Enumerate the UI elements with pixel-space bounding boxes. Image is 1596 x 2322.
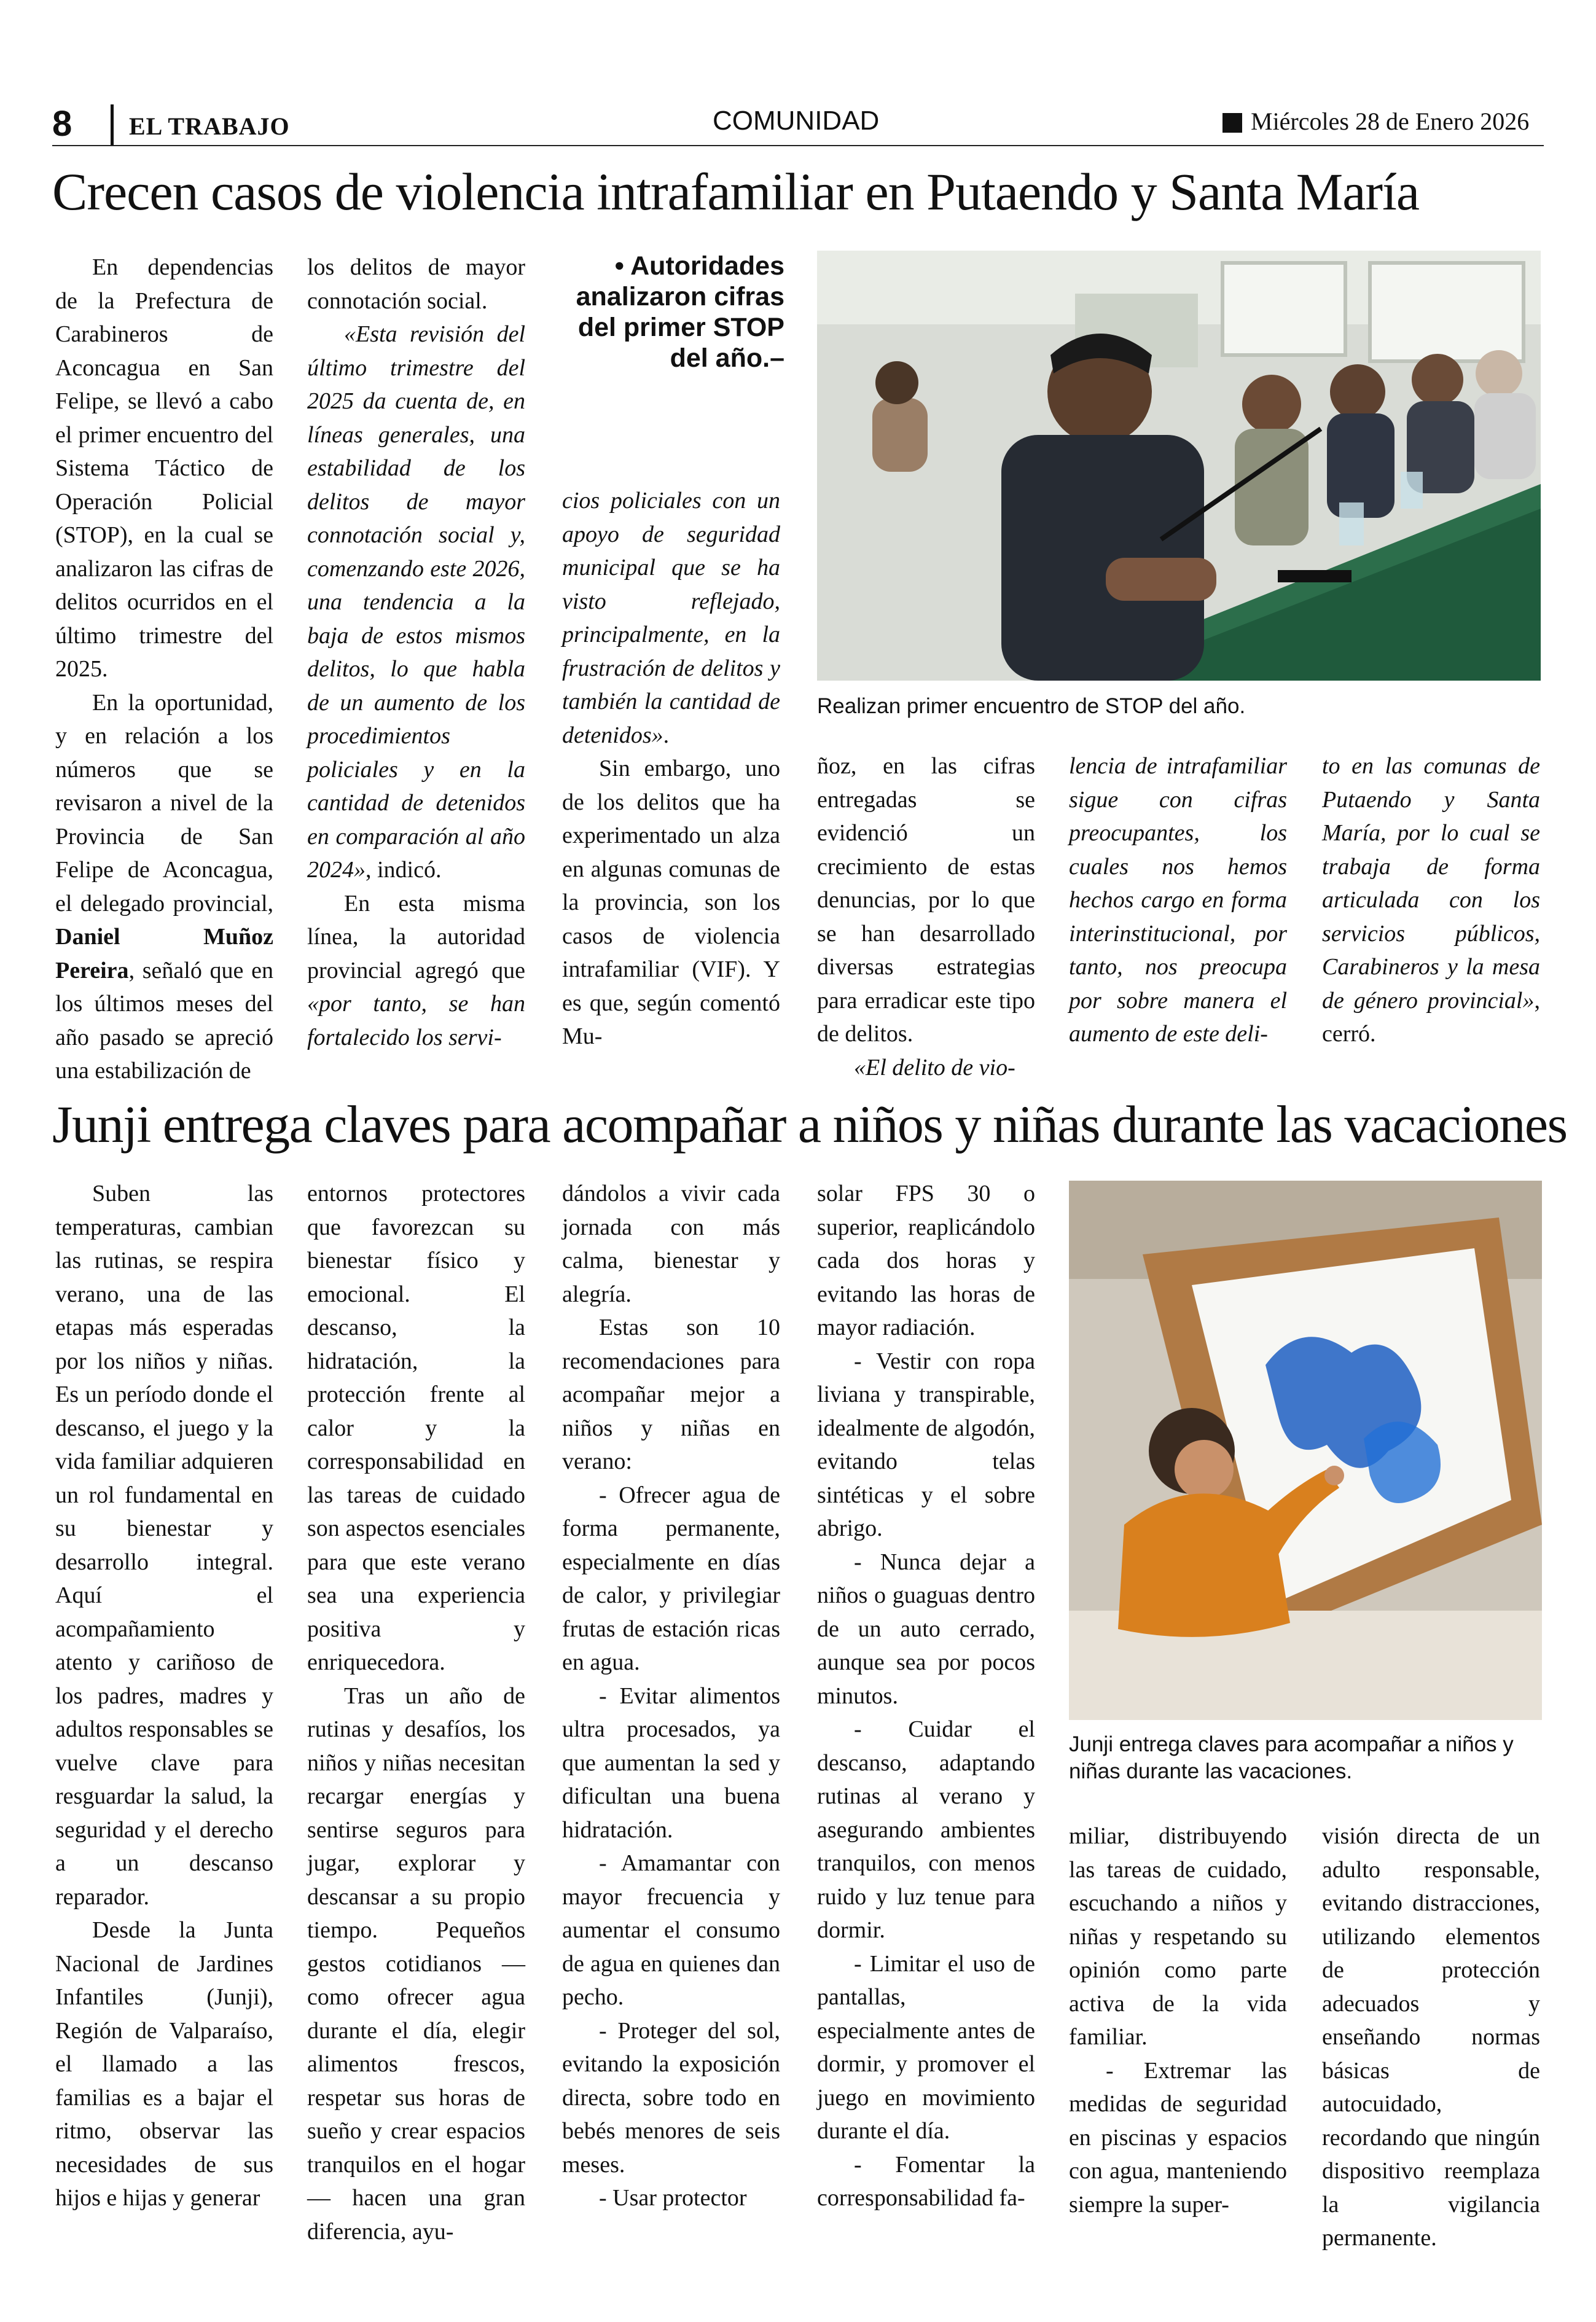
folio-divider xyxy=(111,104,114,146)
article2-headline: Junji entrega claves para acompañar a niños y niñas durante las vacaciones xyxy=(52,1095,1567,1154)
article1-col4: ñoz, en las cifras entregadas se evidenció un crecimiento de estas denuncias, por lo que se han desarrollado diversas estrategias para erradicar este tipo de delitos. «El delito de vio- xyxy=(817,753,1035,1081)
article2-col3: dándolos a vivir cada jornada con más calma, bienestar y alegría. Estas son 10 recomendaciones para acompañar mejor a niños y niñas en verano: - Ofrecer agua de forma permanente, especialmente en días de calor, y privilegiar frutas de estación ricas en agua. - Evitar alimentos ultra procesados, ya que aumentan la sed y dificultan una buena hidratación. - Amamantar con mayor frecuencia y aumentar el consumo de agua en quienes dan pecho. - Proteger del sol, evitando la exposición directa, sobre todo en bebés menores de seis meses. - Usar protector xyxy=(562,1181,780,2211)
issue-date: Miércoles 28 de Enero 2026 xyxy=(1251,108,1530,135)
section-name: COMUNIDAD xyxy=(713,106,880,136)
article2-photo xyxy=(1069,1181,1542,1720)
article2-col6: visión directa de un adulto responsable, evitando distracciones, utilizando elementos de protección adecuados y enseñando normas básicas de autocuidado, recordando que ningún dispositivo reemplaza la vigilancia permanente. xyxy=(1322,1823,1540,2251)
article1-headline: Crecen casos de violencia intrafamiliar en Putaendo y Santa María xyxy=(52,162,1420,221)
article1-col6: to en las comunas de Putaendo y Santa María, por lo cual se trabaja de forma articulada con los servicios públicos, Carabineros y la mesa de género provincial», cerró. xyxy=(1322,753,1540,1047)
newspaper-name: EL TRABAJO xyxy=(129,112,290,140)
article1-col5: lencia de intrafamiliar sigue con cifras preocupantes, los cuales nos hemos hechos cargo en forma interinstitucional, por tanto, nos preocupa por sobre manera el aumento de este deli- xyxy=(1069,753,1287,1047)
article1-kicker: • Autoridades analizaron cifras del primer STOP del año.– xyxy=(576,251,784,373)
meeting-photo-illustration xyxy=(817,251,1541,681)
article1-col3: cios policiales con un apoyo de seguridad municipal que se ha visto reflejado, principalmente, en la frustración de delitos y también la cantidad de detenidos». Sin embargo, uno de los delitos que ha experimentado un alza en algunas comunas de la provincia, son los casos de violencia intrafamiliar (VIF). Y es que, según comentó Mu- xyxy=(562,488,780,1049)
article2-photo-caption: Junji entrega claves para acompañar a niños y niñas durante las vacaciones. xyxy=(1069,1732,1514,1783)
article1-col2: los delitos de mayor connotación social. «Esta revisión del último trimestre del 2025 da cuenta de, en líneas generales, una estabilidad de los delitos de mayor connotación social y, comenzando este 2026, una tendencia a la baja de estos mismos delitos, lo que habla de un aumento de los procedimientos policiales y en la cantidad de detenidos en comparación al año 2024», indicó. En esta misma línea, la autoridad provincial agregó que «por tanto, se han fortalecido los servi- xyxy=(307,254,525,1050)
article1-photo xyxy=(817,251,1541,681)
child-painting-illustration xyxy=(1069,1181,1542,1720)
article2-col5: miliar, distribuyendo las tareas de cuidado, escuchando a niños y niñas y respetando su opinión como parte activa de la vida familiar. - Extremar las medidas de seguridad en piscinas y espacios con agua, manteniendo siempre la super- xyxy=(1069,1823,1287,2218)
date-square-icon xyxy=(1222,113,1242,133)
article1-photo-caption: Realizan primer encuentro de STOP del año. xyxy=(817,694,1246,718)
header-rule xyxy=(52,145,1544,146)
article2-col1: Suben las temperaturas, cambian las rutinas, se respira verano, una de las etapas más esperadas por los niños y niñas. Es un período donde el descanso, el juego y la vida familiar adquieren un rol fundamental en su bienestar y desarrollo integral. Aquí el acompañamiento atento y cariñoso de los padres, madres y adultos responsables se vuelve clave para resguardar la salud, la seguridad y el derecho a un descanso reparador. Desde la Junta Nacional de Jardines Infantiles (Junji), Región de Valparaíso, el llamado a las familias es a bajar el ritmo, observar las necesidades de sus hijos e hijas y generar xyxy=(55,1181,273,2211)
article2-col4: solar FPS 30 o superior, reaplicándolo cada dos horas y evitando las horas de mayor radiación. - Vestir con ropa liviana y transpirable, idealmente de algodón, evitando telas sintéticas y el sobre abrigo. - Nunca dejar a niños o guaguas dentro de un auto cerrado, aunque sea por pocos minutos. - Cuidar el descanso, adaptando rutinas al verano y asegurando ambientes tranquilos, con menos ruido y luz tenue para dormir. - Limitar el uso de pantallas, especialmente antes de dormir, y promover el juego en movimiento durante el día. - Fomentar la corresponsabilidad fa- xyxy=(817,1181,1035,2211)
article1-col1: En dependencias de la Prefectura de Carabineros de Aconcagua en San Felipe, se llevó a cabo el primer encuentro del Sistema Táctico de Operación Policial (STOP), en la cual se analizaron las cifras de delitos ocurridos en el último trimestre del 2025. En la oportunidad, y en relación a los números que se revisaron a nivel de la Provincia de San Felipe de Aconcagua, el delegado provincial, Daniel Muñoz Pereira, señaló que en los últimos meses del año pasado se apreció una estabilización de xyxy=(55,254,273,1084)
page-number: 8 xyxy=(52,104,72,144)
article2-col2: entornos protectores que favorezcan su bienestar físico y emocional. El descanso, la hidratación, la protección frente al calor y la corresponsabilidad en las tareas de cuidado son aspectos esenciales para que este verano sea una experiencia positiva y enriquecedora. Tras un año de rutinas y desafíos, los niños y niñas necesitan recargar energías y sentirse seguros para jugar, explorar y descansar a su propio tiempo. Pequeños gestos cotidianos — como ofrecer agua durante el día, elegir alimentos frescos, respetar sus horas de sueño y crear espacios tranquilos en el hogar— hacen una gran diferencia, ayu- xyxy=(307,1181,525,2245)
